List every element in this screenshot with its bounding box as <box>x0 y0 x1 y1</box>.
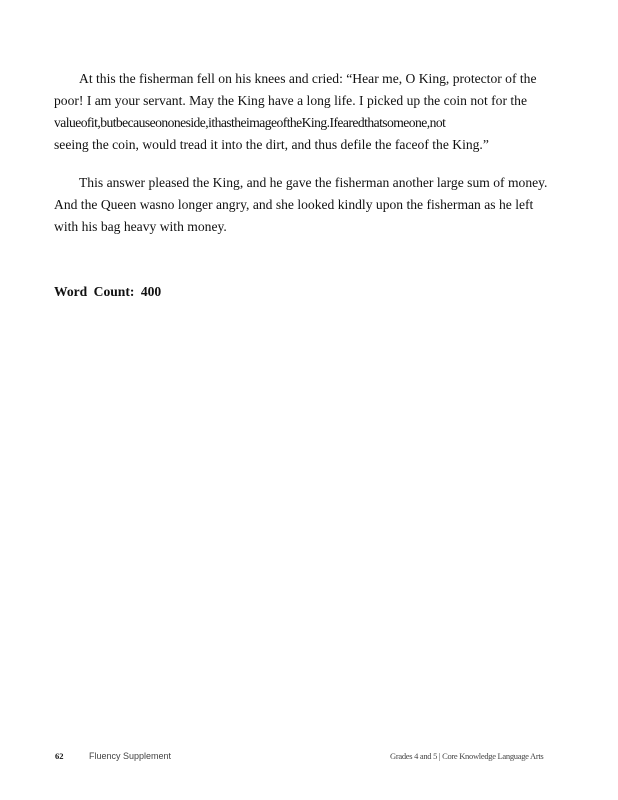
paragraph-1-line-3: valueofit,butbecauseononeside,ithastheimageoftheKing.Ifearedthatsomeone,not <box>54 115 446 130</box>
page-number: 62 <box>55 751 64 761</box>
paragraph-2-line-3: with his bag heavy with money. <box>54 219 227 234</box>
footer-series: Grades 4 and 5 | Core Knowledge Language Arts <box>390 751 544 761</box>
paragraph-2-line-2: And the Queen wasno longer angry, and she looked kindly upon the fisherman as he left <box>54 197 534 212</box>
paragraph-1-line-1: At this the fisherman fell on his knees and cried: “Hear me, O King, protector of the <box>79 71 537 86</box>
paragraph-1-line-2: poor! I am your servant. May the King have a long life. I picked up the coin not for the <box>54 93 528 108</box>
paragraph-2-line-1: This answer pleased the King, and he gave the fisherman another large sum of money. <box>79 175 548 190</box>
footer-title: Fluency Supplement <box>89 751 172 761</box>
paragraph-1-line-4: seeing the coin, would tread it into the dirt, and thus defile the faceof the King.” <box>54 137 489 152</box>
word-count: Word Count: 400 <box>54 284 162 299</box>
